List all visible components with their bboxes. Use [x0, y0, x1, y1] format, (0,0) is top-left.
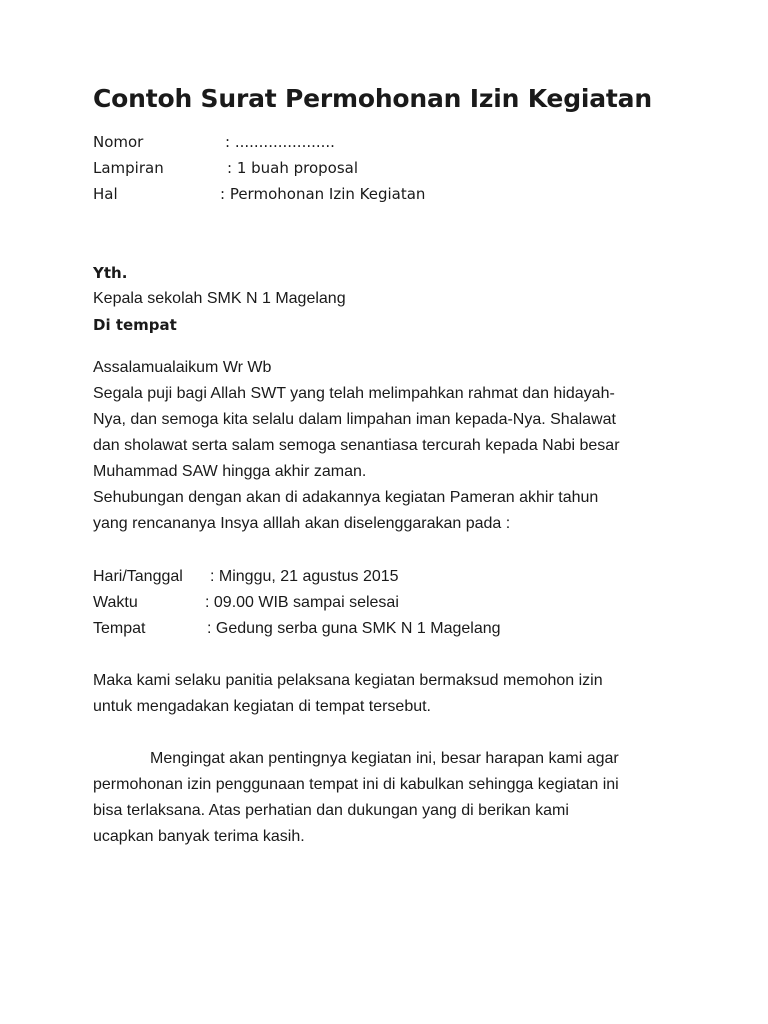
- detail-label: Tempat: [93, 620, 146, 637]
- greeting: Assalamualaikum Wr Wb: [93, 359, 272, 376]
- request-paragraph: [93, 668, 663, 720]
- recipient-place: Di tempat: [93, 316, 177, 334]
- detail-value: : Gedung serba guna SMK N 1 Magelang: [207, 620, 501, 637]
- document-title: Contoh Surat Permohonan Izin Kegiatan: [93, 84, 652, 113]
- recipient-salutation: Yth.: [93, 264, 128, 282]
- paragraph-line: permohonan izin penggunaan tempat ini di kabulkan sehingga kegiatan ini: [93, 776, 619, 793]
- paragraph-line: Mengingat akan pentingnya kegiatan ini, besar harapan kami agar: [150, 750, 619, 767]
- opening-paragraph: [93, 355, 663, 537]
- field-value: : Permohonan Izin Kegiatan: [220, 185, 426, 203]
- field-label: Hal: [93, 185, 118, 203]
- detail-label: Hari/Tanggal: [93, 568, 183, 585]
- field-value: : .....................: [225, 133, 335, 151]
- paragraph-line: Maka kami selaku panitia pelaksana kegiatan bermaksud memohon izin: [93, 672, 603, 689]
- field-label: Nomor: [93, 133, 144, 151]
- paragraph-line: Nya, dan semoga kita selalu dalam limpahan iman kepada-Nya. Shalawat: [93, 411, 616, 428]
- recipient-name: Kepala sekolah SMK N 1 Magelang: [93, 290, 346, 307]
- paragraph-line: yang rencananya Insya alllah akan diselenggarakan pada :: [93, 515, 511, 532]
- closing-paragraph: [93, 746, 663, 850]
- paragraph-line: bisa terlaksana. Atas perhatian dan dukungan yang di berikan kami: [93, 802, 569, 819]
- paragraph-line: ucapkan banyak terima kasih.: [93, 828, 305, 845]
- detail-label: Waktu: [93, 594, 138, 611]
- paragraph-line: untuk mengadakan kegiatan di tempat tersebut.: [93, 698, 431, 715]
- field-label: Lampiran: [93, 159, 164, 177]
- detail-value: : 09.00 WIB sampai selesai: [205, 594, 399, 611]
- paragraph-line: Segala puji bagi Allah SWT yang telah melimpahkan rahmat dan hidayah-: [93, 385, 615, 402]
- detail-value: : Minggu, 21 agustus 2015: [210, 568, 399, 585]
- paragraph-line: Sehubungan dengan akan di adakannya kegiatan Pameran akhir tahun: [93, 489, 599, 506]
- field-value: : 1 buah proposal: [227, 159, 359, 177]
- paragraph-line: dan sholawat serta salam semoga senantiasa tercurah kepada Nabi besar: [93, 437, 620, 454]
- paragraph-line: Muhammad SAW hingga akhir zaman.: [93, 463, 367, 480]
